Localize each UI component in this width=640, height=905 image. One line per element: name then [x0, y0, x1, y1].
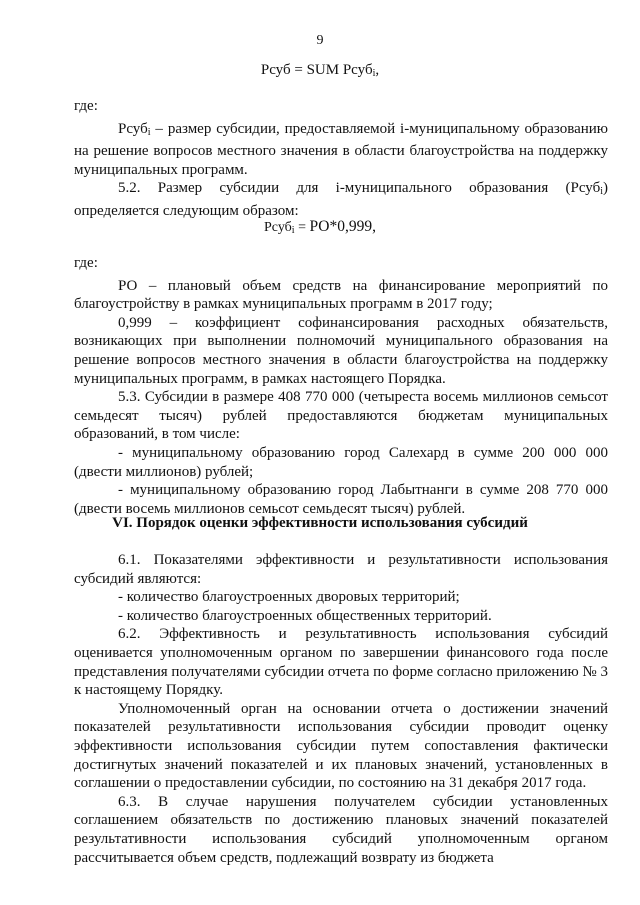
formula-i-left: Рсуб [264, 220, 292, 235]
paragraph-ro-definition: РО – плановый объем средств на финансирование мероприятий по благоустройству в рамках муниципальных программ в 2017 году; [74, 277, 608, 313]
paragraph-5-2 [74, 179, 608, 220]
list-item-salekhard: - муниципальному образованию город Салехард в сумме 200 000 000 (двести миллионов) рублей; [74, 444, 608, 480]
list-item-public-territories: - количество благоустроенных общественных территорий. [118, 607, 492, 624]
paragraph-psubi-definition [74, 120, 608, 180]
formula-total-right: , [375, 62, 380, 78]
psubi-sub: i [147, 126, 151, 138]
formula-total-left: Рсуб = SUM Рсуб [260, 62, 373, 78]
where-label-2: где: [74, 255, 98, 271]
p5-2-text-a: 5.2. Размер субсидии для i-муниципального образования (Рсуб [118, 180, 601, 197]
p5-2-sub: i [600, 186, 603, 198]
formula-total-sub: i [372, 68, 376, 79]
formula-subsidy-i [0, 218, 640, 236]
list-item-yard-territories: - количество благоустроенных дворовых территорий; [118, 589, 460, 606]
formula-i-sub: i [291, 225, 295, 236]
psubi-text: – размер субсидии, предоставляемой i-муниципальному образованию на решение вопросов местного значения в области благоустройства на поддержку муниципальных программ. [74, 120, 608, 178]
section-heading: VI. Порядок оценки эффективности использования субсидий [112, 515, 528, 531]
paragraph-5-3: 5.3. Субсидии в размере 408 770 000 (четыреста восемь миллионов семьсот семьдесят тысяч) рублей предоставляются бюджетам муниципальных образований, в том числе: [74, 389, 608, 443]
where-label: где: [74, 98, 98, 114]
paragraph-coefficient: 0,999 – коэффициент софинансирования расходных обязательств, возникающих при выполнении полномочий муниципального образования на решение вопросов местного значения в области благоустройства на поддержку муниципальных программ, в рамках настоящего Порядка. [74, 314, 608, 387]
paragraph-6-2: 6.2. Эффективность и результативность использования субсидий оценивается уполномоченным органом по завершении финансового года после представления получателями субсидии отчета по форме согласно приложению № 3 к настоящему Порядку. [74, 626, 608, 699]
p5-2-text-b: ) определяется следующим образом: [74, 180, 608, 219]
paragraph-6-3: 6.3. В случае нарушения получателем субсидии установленных соглашением обязательств по достижению плановых значений показателей результативности использования субсидий уполномоченным органом рассчитывается объем средств, подлежащий возврату из бюджета [74, 793, 608, 866]
page-number: 9 [316, 33, 324, 48]
text-block-2 [74, 254, 608, 518]
psubi-label: Рсуб [118, 120, 148, 137]
text-block-3 [74, 551, 608, 867]
paragraph-authorized-body: Уполномоченный орган на основании отчета о достижении значений показателей результативности использования субсидии проводит оценку эффективности использования субсидии путем сопоставления фактически достигнутых значений показателей и их плановых значений, установленных в соглашении о предоставлении субсидии, по состоянию на 31 декабря 2017 года. [74, 700, 608, 792]
formula-total-subsidy [0, 62, 640, 79]
formula-i-right: РО*0,999, [309, 218, 376, 235]
text-block-1 [74, 97, 608, 221]
list-item-labytnangi: - муниципальному образованию город Лабытнанги в сумме 208 770 000 (двести восемь миллионов семьсот семьдесят тысяч) рублей. [74, 482, 608, 517]
paragraph-6-1: 6.1. Показателями эффективности и результативности использования субсидий являются: [74, 552, 608, 587]
formula-i-eq: = [294, 220, 310, 235]
